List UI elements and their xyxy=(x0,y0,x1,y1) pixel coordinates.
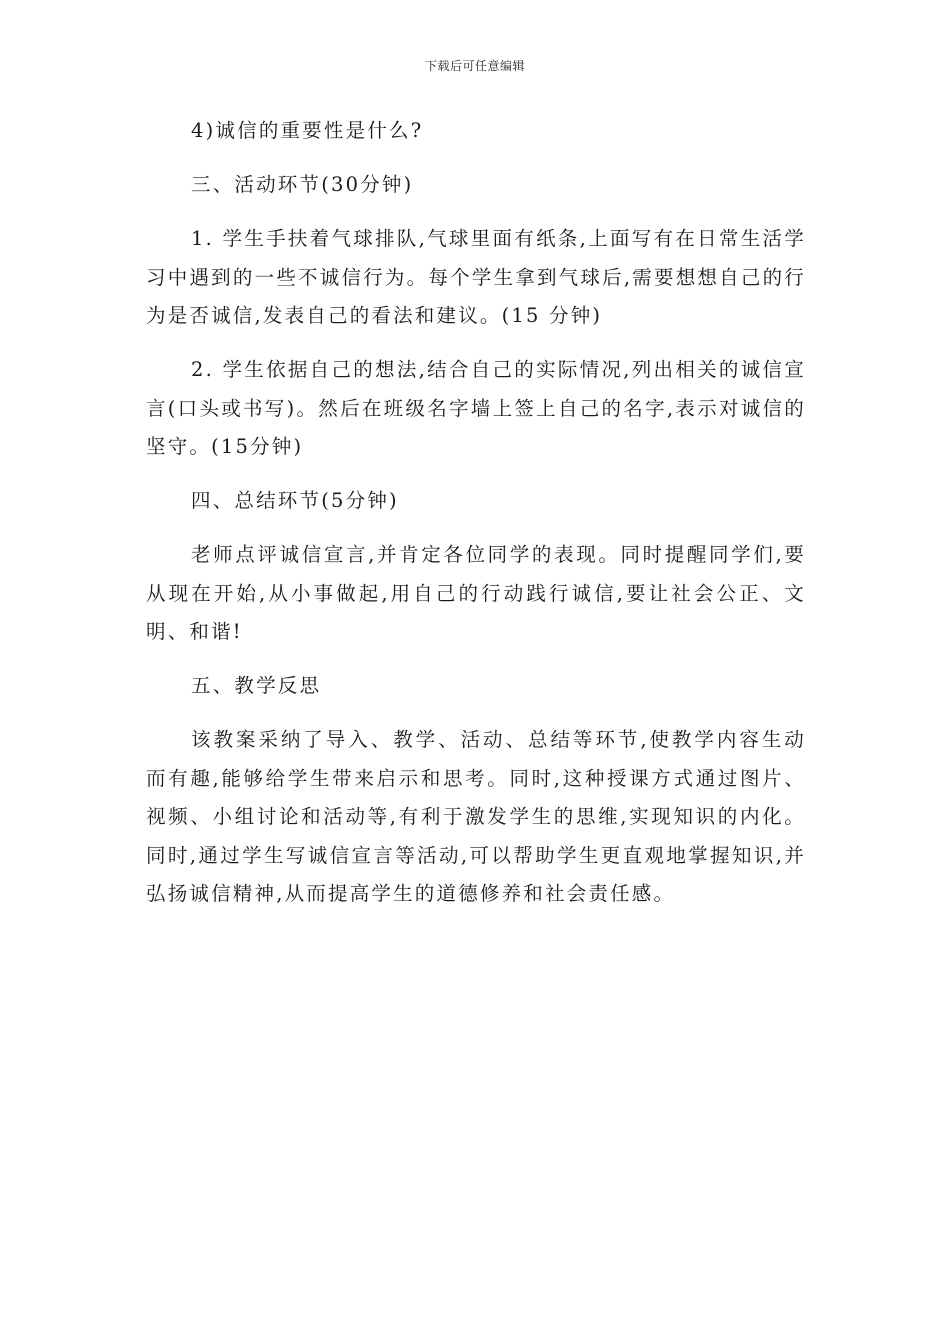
section-3-paragraph-2: 2. 学生依据自己的想法,结合自己的实际情况,列出相关的诚信宣言(口头或书写)。然后在班级名字墙上签上自己的名字,表示对诚信的坚守。(15分钟) xyxy=(146,358,806,458)
section-4-paragraph-1: 老师点评诚信宣言,并肯定各位同学的表现。同时提醒同学们,要从现在开始,从小事做起,用自己的行动践行诚信,要让社会公正、文明、和谐! xyxy=(146,543,806,643)
document-body xyxy=(146,112,806,929)
question-4: 4)诚信的重要性是什么? xyxy=(191,119,424,142)
section-4-title: 四、总结环节(5分钟) xyxy=(191,489,399,512)
section-3-title: 三、活动环节(30分钟) xyxy=(191,173,414,196)
section-3-paragraph-1: 1. 学生手扶着气球排队,气球里面有纸条,上面写有在日常生活学习中遇到的一些不诚信行为。每个学生拿到气球后,需要想想自己的行为是否诚信,发表自己的看法和建议。(15 分钟) xyxy=(146,227,806,327)
page-header-note: 下载后可任意编辑 xyxy=(424,59,525,73)
section-5-paragraph-1: 该教案采纳了导入、教学、活动、总结等环节,使教学内容生动而有趣,能够给学生带来启示和思考。同时,这种授课方式通过图片、视频、小组讨论和活动等,有利于激发学生的思维,实现知识的内化。同时,通过学生写诚信宣言等活动,可以帮助学生更直观地掌握知识,并弘扬诚信精神,从而提高学生的道德修养和社会责任感。 xyxy=(146,728,806,905)
section-5-title: 五、教学反思 xyxy=(191,674,322,697)
